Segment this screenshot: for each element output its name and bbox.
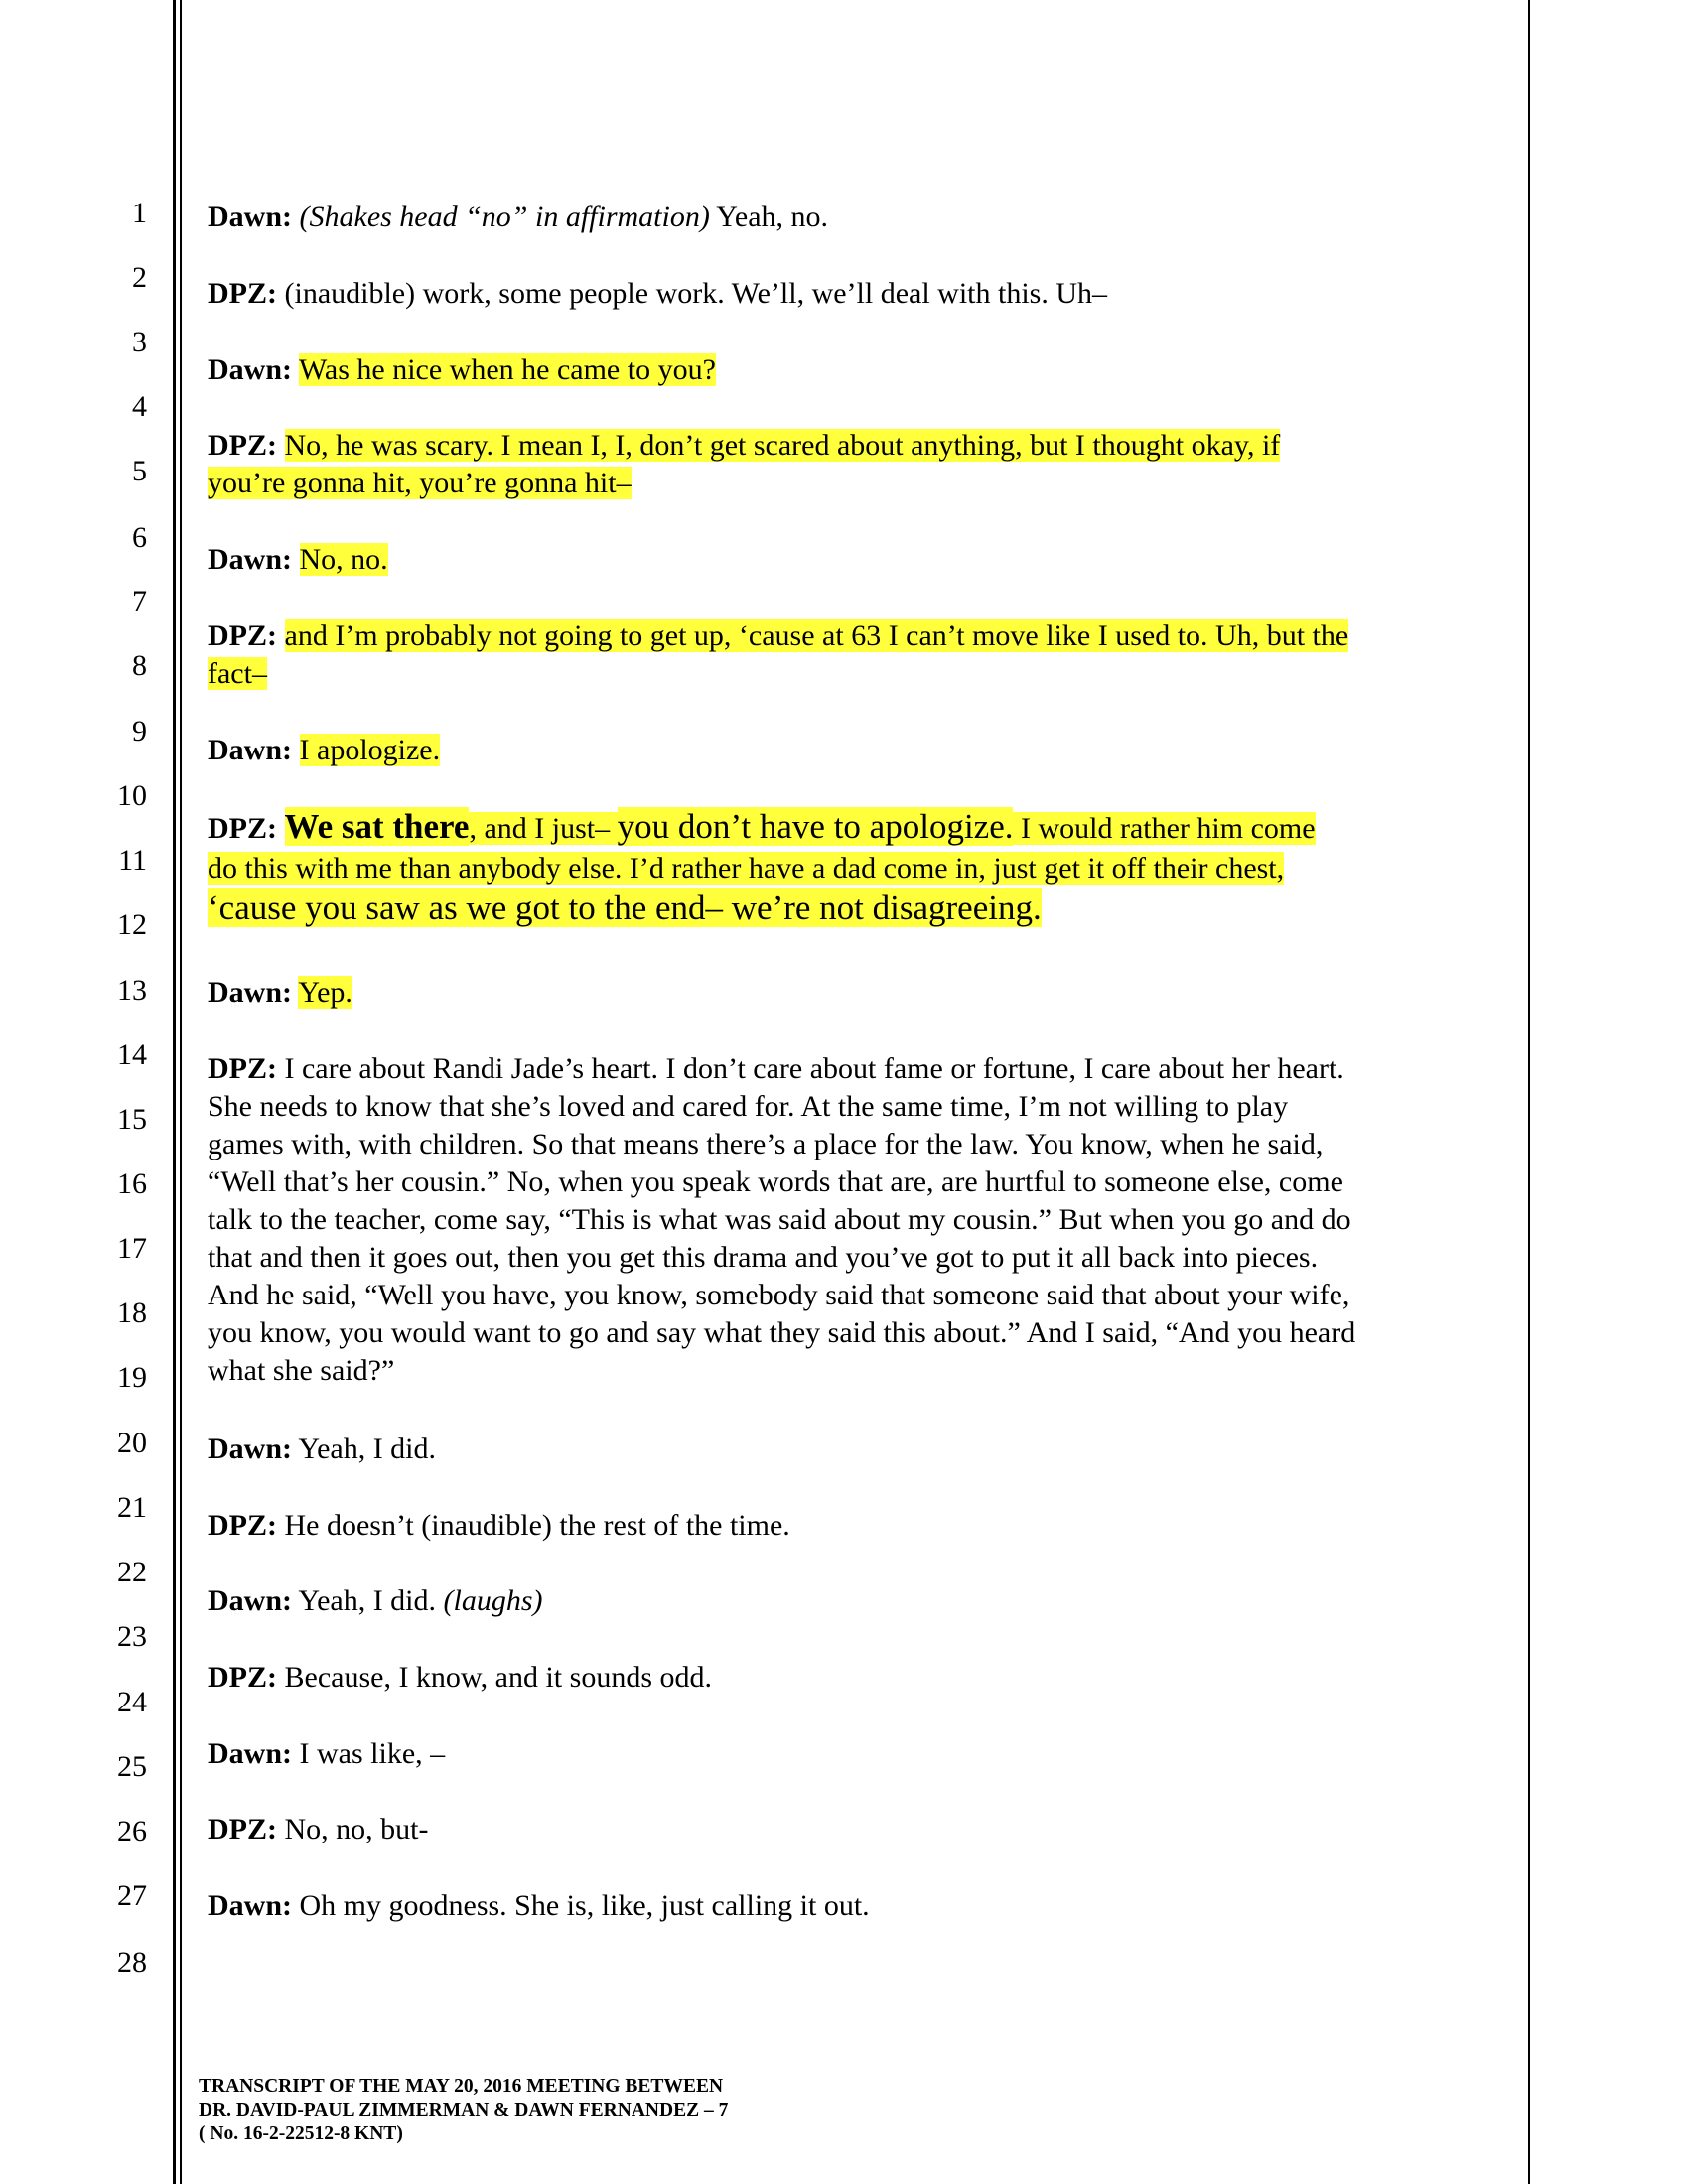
highlighted-text: No, no. [299, 543, 388, 576]
line-number: 21 [117, 1491, 147, 1524]
line-number: 4 [132, 390, 147, 423]
speaker-label: Dawn: [208, 201, 293, 233]
footer-title: TRANSCRIPT OF THE MAY 20, 2016 MEETING BETWEEN [199, 2076, 724, 2097]
highlighted-text: , and I just– [469, 812, 618, 845]
speaker-label: DPZ: [208, 1813, 277, 1845]
highlighted-text: Was he nice when he came to you? [298, 353, 716, 386]
line-number: 25 [117, 1750, 147, 1783]
speaker-label: Dawn: [208, 1433, 293, 1465]
speaker-label: Dawn: [208, 1737, 293, 1770]
speaker-label: DPZ: [208, 1052, 277, 1085]
speaker-label: Dawn: [208, 353, 293, 386]
transcript-entry: DPZ: Because, I know, and it sounds odd. [208, 1661, 712, 1694]
transcript-entry [208, 974, 1498, 1012]
highlighted-text: Yep. [298, 976, 352, 1009]
line-number: 27 [117, 1879, 147, 1912]
line-number: 1 [132, 197, 147, 229]
highlighted-text: fact– [208, 657, 267, 690]
transcript-entry: DPZ: I care about Randi Jade’s heart. I don’t care about fame or fortune, I care about her heart. She needs to know that she’s loved and cared for. At the same time, I’m not willing to play games with, with children. So that means there’s a place for the law. You know, when he said, “Well that’s her cousin.” No, when you speak words that are, are hurtful to someone else, come talk to the teacher, come say, “This is what was said about my cousin.” But when you go and do that and then it goes out, then you get this drama and you’ve got to put it all back into pieces. And he said, “Well you have, you know, somebody said that someone said that about your wife, you know, you would want to go and say what they said this about.” And I said, “And you heard what she said?” [208, 1052, 1356, 1387]
line-number: 22 [117, 1556, 147, 1588]
speaker-label: Dawn: [208, 543, 293, 576]
speaker-label: Dawn: [208, 1584, 293, 1617]
line-number: 9 [132, 715, 147, 748]
line-number: 13 [117, 974, 147, 1007]
line-number: 11 [118, 844, 147, 877]
line-number: 8 [132, 649, 147, 682]
line-number: 14 [117, 1038, 147, 1071]
highlighted-text: you’re gonna hit, you’re gonna hit– [208, 467, 632, 499]
stage-direction: (Shakes head “no” in affirmation) [299, 201, 710, 233]
right-margin-rule [1528, 0, 1530, 2184]
left-margin-rule [173, 0, 176, 2184]
line-number: 2 [132, 261, 147, 294]
speaker-label: DPZ: [208, 812, 277, 845]
transcript-entry: Dawn: Oh my goodness. She is, like, just calling it out. [208, 1889, 870, 1922]
transcript-entry: DPZ: (inaudible) work, some people work. We’ll, we’ll deal with this. Uh– [208, 277, 1108, 310]
highlighted-text: and I’m probably not going to get up, ‘cause at 63 I can’t move like I used to. Uh, but the [284, 619, 1349, 652]
highlighted-text: No, he was scary. I mean I, I, don’t get scared about anything, but I thought okay, if [284, 429, 1281, 462]
transcript-entry [208, 732, 1498, 769]
speaker-label: DPZ: [208, 1661, 277, 1694]
left-margin-rule-inner [180, 0, 182, 2184]
speaker-label: DPZ: [208, 277, 277, 310]
line-number: 16 [117, 1167, 147, 1200]
stage-direction: (laughs) [443, 1584, 543, 1617]
highlighted-text: ‘cause you saw as we got to the end– we’re not disagreeing. [208, 888, 1042, 927]
transcript-entry: DPZ: No, no, but- [208, 1813, 429, 1845]
line-number: 24 [117, 1686, 147, 1718]
speaker-label: Dawn: [208, 1889, 293, 1922]
line-number: 5 [132, 455, 147, 487]
transcript-entry [208, 351, 1498, 389]
transcript-entry: Dawn: Yeah, I did. (laughs) [208, 1584, 543, 1617]
line-number: 28 [117, 1946, 147, 1979]
transcript-entry [208, 807, 1498, 930]
line-number: 7 [132, 585, 147, 617]
highlighted-text: We sat there [284, 807, 470, 846]
transcript-entry: DPZ: He doesn’t (inaudible) the rest of the time. [208, 1509, 790, 1542]
line-number: 20 [117, 1427, 147, 1459]
line-number: 15 [117, 1103, 147, 1136]
line-number: 3 [132, 326, 147, 358]
line-number: 10 [117, 779, 147, 812]
highlighted-text: I apologize. [299, 734, 441, 766]
line-number: 6 [132, 521, 147, 554]
page-footer [199, 2075, 728, 2146]
transcript-entry [208, 541, 1498, 579]
highlighted-text: you don’t have to apologize. [617, 807, 1014, 846]
line-number: 17 [117, 1232, 147, 1265]
highlighted-text: I would rather him come [1013, 812, 1316, 845]
speaker-label: Dawn: [208, 734, 293, 766]
line-number: 18 [117, 1297, 147, 1329]
footer-parties: DR. DAVID-PAUL ZIMMERMAN & DAWN FERNANDEZ – 7 [199, 2100, 729, 2120]
line-number: 19 [117, 1361, 147, 1394]
speaker-label: DPZ: [208, 1509, 277, 1542]
line-number: 26 [117, 1815, 147, 1847]
speaker-label: DPZ: [208, 429, 277, 462]
transcript-entry [208, 617, 1498, 693]
highlighted-text: do this with me than anybody else. I’d rather have a dad come in, just get it off their chest, [208, 852, 1285, 885]
footer-case-number: ( No. 16-2-22512-8 KNT) [199, 2123, 403, 2144]
transcript-entry [208, 427, 1498, 502]
line-number: 12 [117, 908, 147, 941]
transcript-entry: Dawn: Yeah, I did. [208, 1433, 437, 1465]
transcript-entry: Dawn: I was like, – [208, 1737, 446, 1770]
speaker-label: DPZ: [208, 619, 277, 652]
transcript-entry: Dawn: (Shakes head “no” in affirmation) Yeah, no. [208, 201, 829, 233]
speaker-label: Dawn: [208, 976, 293, 1009]
line-number: 23 [117, 1620, 147, 1653]
